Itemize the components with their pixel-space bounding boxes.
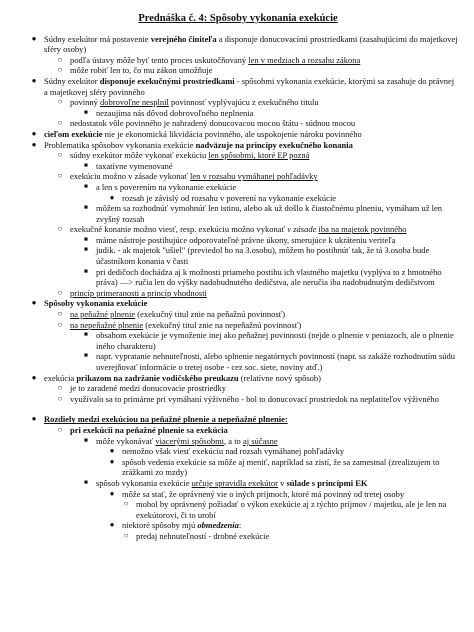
text-run: Problematika spôsobov vykonania exekúcie — [44, 139, 196, 150]
outline-item — [18, 383, 458, 394]
outline-item — [18, 309, 458, 320]
text-run: súlade s princípmi EK — [286, 477, 368, 488]
circle-bullet-icon: ○ — [57, 393, 63, 403]
outline-item — [18, 97, 458, 108]
disc-bullet-icon: ● — [109, 488, 115, 498]
disc-bullet-icon: ● — [31, 372, 37, 382]
square-bullet-icon: ■ — [84, 182, 88, 190]
text-run: - spôsobmi vykonania exekúcie, ktorými sa zasahuje do právnej a majetkovej sféry povinného — [44, 75, 455, 97]
text-run: nadväzuje na princípy exekučného konania — [195, 139, 353, 150]
text-run: verejného činiteľa — [150, 33, 217, 44]
outline-item — [18, 520, 458, 531]
text-run: niektoré spôsoby mjú — [122, 520, 198, 531]
text-run: len spôsobmi, ktoré EP pozná — [208, 150, 310, 161]
outline-item — [18, 394, 458, 405]
square-bullet-icon: ■ — [84, 436, 88, 444]
square-bullet-icon: ■ — [84, 478, 88, 486]
outline-item — [18, 150, 458, 161]
text-run: môže sa stať, že oprávnený vie o iných príjmoch, ktoré má povinný od tretej osoby — [122, 488, 405, 499]
outline-item — [18, 203, 458, 224]
text-run: určuje spravidla exekútor — [191, 477, 278, 488]
text-run: je to zaradené medzi donucovacie prostriedky — [70, 383, 227, 394]
outline-item — [18, 267, 458, 288]
text-run: mohol by oprávnený požiadať o výkon exekúcie aj z týchto príjmov / majetku, ale je len na exekútorovi, či to urobí — [136, 499, 447, 520]
outline-item — [18, 161, 458, 172]
circle-bullet-icon: ○ — [57, 424, 63, 434]
outline-item — [18, 182, 458, 193]
square-bullet-icon: ■ — [84, 352, 88, 360]
outline-item — [18, 224, 458, 235]
disc-bullet-icon: ● — [109, 456, 115, 466]
text-run: môžem sa rozhodnúť vymohnúť len istinu, alebo ak už došlo k čiastočnému plneniu, vymáham už len zvyšný rozsah — [96, 203, 443, 224]
text-run: Spôsoby vykonania exekúcie — [44, 298, 148, 309]
circle-bullet-icon: ○ — [57, 171, 63, 181]
text-run: na nepeňažné plnenie — [70, 319, 144, 330]
disc-bullet-icon: ● — [31, 75, 37, 85]
circle-bullet-icon: ○ — [57, 309, 63, 319]
circle-bullet-icon: ○ — [57, 150, 63, 160]
circle-bullet-icon: ○ — [57, 54, 63, 64]
outline-item — [18, 531, 458, 542]
disc-bullet-icon: ● — [31, 298, 37, 308]
square-bullet-icon: ■ — [84, 235, 88, 243]
text-run: spôsob vedenia exekúcie sa môže aj meniť, napríklad sa zistí, že sa zamestnal (zrealizujem to zrážkami zo mzdy) — [122, 456, 440, 478]
outline-item — [18, 298, 458, 309]
text-run: máme nástroje postihujúce odporovateľné právne úkony, smerujúce k ukráteniu veriteľa — [96, 234, 396, 245]
outline-item — [18, 108, 458, 119]
disc-bullet-icon: ● — [31, 33, 37, 43]
text-run: povinný — [70, 97, 100, 108]
text-run: judik. - ak majetok "ušiel" (previedol ho na 3.osobu), môžem ho postihnúť tak, že tá 3.osoba bude účastníkom konania v časti — [96, 245, 430, 267]
outline-item — [18, 320, 458, 331]
outline-item — [18, 330, 458, 351]
text-run: princíp primeranosti a princíp vhodnosti — [70, 287, 207, 298]
circle-bullet-icon: ○ — [57, 287, 63, 297]
square-bullet-icon: ■ — [84, 331, 88, 339]
text-run: len v medziach a rozsahu zákona — [248, 54, 361, 65]
disc-bullet-icon: ● — [31, 128, 37, 138]
outline-item — [18, 499, 458, 520]
text-run: v zásade — [287, 224, 317, 235]
circle-bullet-icon: ○ — [57, 97, 63, 107]
outline-item — [18, 118, 458, 129]
text-run: : — [238, 520, 242, 531]
text-run: a len s poverením na vykonanie exekúcie — [96, 181, 237, 192]
outline-item — [18, 436, 458, 447]
outline-item — [18, 76, 458, 97]
outline-item — [18, 193, 458, 204]
text-run: rozsah je závislý od rozsahu v poverení na vykonanie exekúcie — [122, 192, 337, 203]
text-run: exekúcia — [44, 372, 77, 383]
outline — [18, 34, 458, 542]
spacer — [18, 404, 458, 414]
text-run: viacerými spôsobmi — [155, 435, 225, 446]
outline-item — [18, 489, 458, 500]
text-run: Súdny exekútor má postavenie — [44, 33, 151, 44]
text-run: Rozdiely medzi exekúciou na peňažné plnenie a nepeňažné plnenie: — [44, 414, 288, 425]
outline-item — [18, 129, 458, 140]
outline-item — [18, 446, 458, 457]
text-run: prikazom na zadržanie vodičského preukazu — [76, 372, 239, 383]
text-run: Súdny exekútor — [44, 75, 100, 86]
text-run: napr. vypratanie nehnuteľnosti, alebo splnenie negatórnych povinností (napr. sa zakáže rozhodnutím súdu uverejňovať informácie o tretej osobe - cez soc. siete, noviny atď.) — [96, 351, 455, 372]
page-title: Prednáška č. 4: Spôsoby vykonania exekúcie — [138, 13, 338, 24]
text-run: súdny exekútor môže vykonať exekúciu — [70, 150, 209, 161]
text-run: nemožno však viesť exekúciu nad rozsah vymáhanej pohľadávky — [122, 446, 345, 457]
text-run: na peňažné plnenie — [70, 309, 136, 320]
text-run: nie je ekonomická likvidácia povinného, ale uspokojenie nároku povinného — [102, 128, 362, 139]
circle-bullet-icon: ○ — [57, 224, 63, 234]
circle-bullet-icon: ○ — [57, 65, 63, 75]
circle-bullet-icon: ○ — [123, 530, 129, 540]
text-run: predaj nehnuteľností - drobné exekúcie — [136, 530, 270, 541]
outline-item — [18, 373, 458, 384]
square-bullet-icon: ■ — [84, 267, 88, 275]
outline-item — [18, 457, 458, 478]
text-run: , a to — [224, 435, 243, 446]
circle-bullet-icon: ○ — [123, 499, 129, 509]
disc-bullet-icon: ● — [109, 446, 115, 456]
text-run: pri exekúcii na peňažné plnenie sa exekúcia — [70, 424, 228, 435]
text-run: (relatívne nový spôsob) — [238, 372, 322, 383]
square-bullet-icon: ■ — [84, 108, 88, 116]
text-run: aj súčasne — [242, 435, 278, 446]
text-run: obsahom exekúcie je vymoženie inej ako peňažnej povinnosti (nejde o plnenie v peniazoch, ale o plnenie iného charakteru) — [96, 330, 454, 351]
outline-item — [18, 34, 458, 55]
outline-item — [18, 235, 458, 246]
circle-bullet-icon: ○ — [57, 383, 63, 393]
outline-item — [18, 425, 458, 436]
text-run: exekučné konanie možno viesť, resp. exekúciu možno vykonať — [70, 224, 288, 235]
outline-item — [18, 245, 458, 266]
square-bullet-icon: ■ — [84, 204, 88, 212]
text-run: v — [278, 477, 287, 488]
text-run: (exekučný titul znie na nepeňažnú povinnosť) — [143, 319, 302, 330]
outline-item — [18, 55, 458, 66]
text-run: nezaujíma nás dôvod dobrovoľného neplnenia — [96, 107, 254, 118]
disc-bullet-icon: ● — [109, 192, 115, 202]
text-run: len v rozsahu vymáhanej pohľadávky — [190, 171, 318, 182]
text-run: podľa ústavy môže byť tento proces uskutočňovaný — [70, 54, 249, 65]
text-run: taxatívne vymenované — [96, 160, 173, 171]
text-run: disponuje exekučnými prostriedkami — [99, 75, 235, 86]
text-run: cieľom exekúcie — [44, 128, 103, 139]
text-run: pri dedičoch dochádza aj k možnosti priameho postihu ich vlastného majetku (vyplýva to z hmotného práva) —> ručia len do výšky nadobudnutého dedičstva, ale neručia iba nadobudnutým dedičstvom — [96, 266, 442, 288]
disc-bullet-icon: ● — [31, 414, 37, 424]
text-run: iba na majetok povinného — [318, 224, 407, 235]
text-run: a disponuje donucovacími prostriedkami (zasahujúcimi do majetkovej sféry osoby) — [44, 33, 458, 55]
outline-item — [18, 414, 458, 425]
outline-item — [18, 140, 458, 151]
disc-bullet-icon: ● — [31, 139, 37, 149]
outline-item — [18, 171, 458, 182]
text-run: obmedzenia — [197, 520, 239, 531]
text-run: dobrovoľne nesplnil — [100, 97, 169, 108]
text-run: nedostatok vôle povinného je nahradený donucovacou mocou štátu - súdnou mocou — [70, 118, 356, 129]
text-run: môže vykonávať — [96, 435, 156, 446]
outline-item — [18, 478, 458, 489]
text-run: využívalo sa to primárne pri vymáhaní výživného - bol to donucovací prostriedok na neplatiteľov výživného — [70, 393, 439, 404]
outline-item — [18, 65, 458, 76]
outline-item — [18, 351, 458, 372]
outline-item — [18, 288, 458, 299]
text-run: exekúciu možno v zásade vykonať — [70, 171, 190, 182]
text-run: môže robiť len to, čo mu zákon umožňuje — [70, 65, 213, 76]
text-run: spôsob vykonania exekúcie — [96, 477, 192, 488]
circle-bullet-icon: ○ — [57, 118, 63, 128]
disc-bullet-icon: ● — [109, 520, 115, 530]
circle-bullet-icon: ○ — [57, 319, 63, 329]
text-run: (exekučný titul znie na peňažnú povinnosť) — [135, 309, 286, 320]
square-bullet-icon: ■ — [84, 246, 88, 254]
text-run: povinnosť vyplývajúcu z exekučného titulu — [168, 97, 319, 108]
square-bullet-icon: ■ — [84, 161, 88, 169]
